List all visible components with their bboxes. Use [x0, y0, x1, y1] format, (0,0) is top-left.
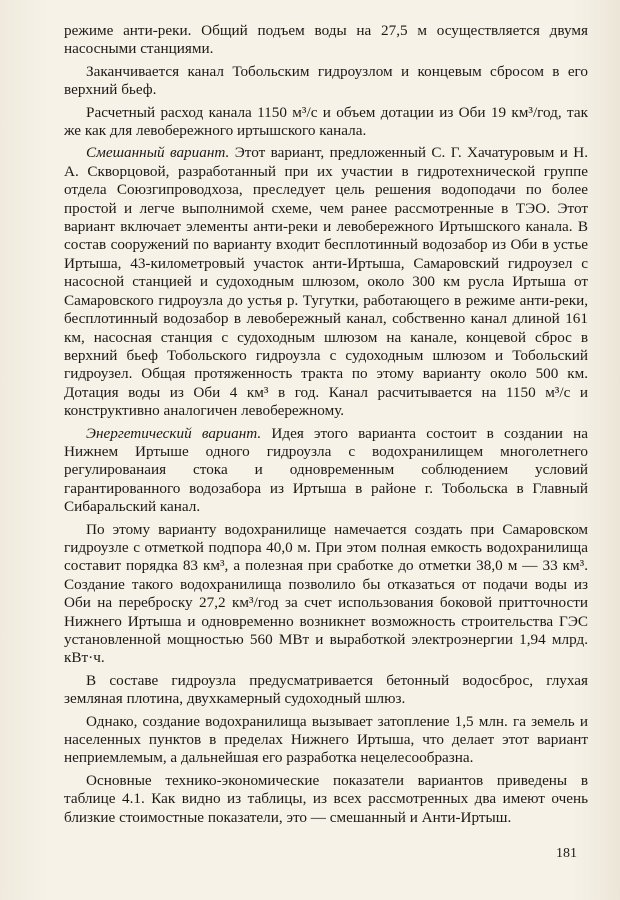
energy-variant-heading: Энергетический вариант. [86, 424, 262, 442]
mixed-variant-text: Этот вариант, предложенный С. Г. Хачатуровым и Н. А. Скворцовой, разработанный при их участии в гидротехнической группе отдела Союзгипроводхоза, преследует цель решения водоподачи по более простой и легче выполнимой схеме, чем ранее рассмотренные в ТЭО. Этот вариант включает элементы анти-реки и левобережного Иртышского канала. В состав сооружений по варианту входит бесплотинный водозабор из Оби в устье Иртыша, 43-километровый участок анти-Иртыша, Самаровский гидроузел с насосной станцией и судоходным шлюзом, около 300 км русла Иртыша от Самаровского гидроузла до устья р. Тугутки, работающего в режиме анти-реки, бесплотинный водозабор в левобережный канал, собственно канал длиной 161 км, насосная станция с судоходным шлюзом на канале, концевой сброс в верхний бьеф Тобольского гидроузла с судоходным шлюзом и Тобольский гидроузел. Общая протяженность тракта по этому варианту около 500 км. Дотация воды из Оби 4 км³ в год. Канал расчитывается на 1150 м³/с и конструктивно аналогичен левобережному. [64, 144, 588, 420]
energy-variant-text: Идея этого варианта состоит в создании на Нижнем Иртыше одного гидроузла с водохранилищем многолетнего регулированаия стока и одновременным соблюдением условий гарантированного водозабора из Иртыша в районе г. Тобольска в Главный Сибаральский канал. [64, 424, 588, 516]
paragraph-3: Расчетный расход канала 1150 м³/с и объем дотации из Оби 19 км³/год, так же как для левобережного иртышского канала. [64, 103, 588, 140]
paragraph-9: Основные технико-экономические показатели вариантов приведены в таблице 4.1. Как видно из таблицы, из всех рассмотренных два имеют очень близкие стоимостные показатели, это — смешанный и Анти-Иртыш. [64, 771, 588, 826]
paragraph-energy-variant [64, 425, 588, 517]
body-text [64, 22, 588, 831]
mixed-variant-heading: Смешанный вариант. [86, 144, 230, 162]
paragraph-8: Однако, создание водохранилища вызывает затопление 1,5 млн. га земель и населенных пунктов в пределах Нижнего Иртыша, что делает этот вариант неприемлемым, а дальнейшая его разработка нецелесообразна. [64, 712, 588, 767]
paragraph-1: режиме анти-реки. Общий подъем воды на 27,5 м осуществляется двумя насосными станциями. [64, 22, 588, 58]
paragraph-6: По этому варианту водохранилище намечается создать при Самаровском гидроузле с отметкой подпора 40,0 м. При этом полная емкость водохранилища составит порядка 83 км³, а полезная при сработке до отметки 38,0 м — 33 км³. Создание такого водохранилища позволило бы отказаться от подачи воды из Оби на переброску 27,2 км³/год за счет использования боковой притточности Нижнего Иртыша и одновременно возникнет возможность строительства ГЭС установленной мощностью 560 МВт и выработкой электроэнергии 1,94 млрд. кВт·ч. [64, 520, 588, 667]
page-number: 181 [556, 846, 577, 861]
paragraph-mixed-variant [64, 144, 588, 420]
paragraph-2: Заканчивается канал Тобольским гидроузлом и концевым сбросом в его верхний бьеф. [64, 62, 588, 99]
paragraph-7: В составе гидроузла предусматривается бетонный водосброс, глухая земляная плотина, двухкамерный судоходный шлюз. [64, 671, 588, 708]
